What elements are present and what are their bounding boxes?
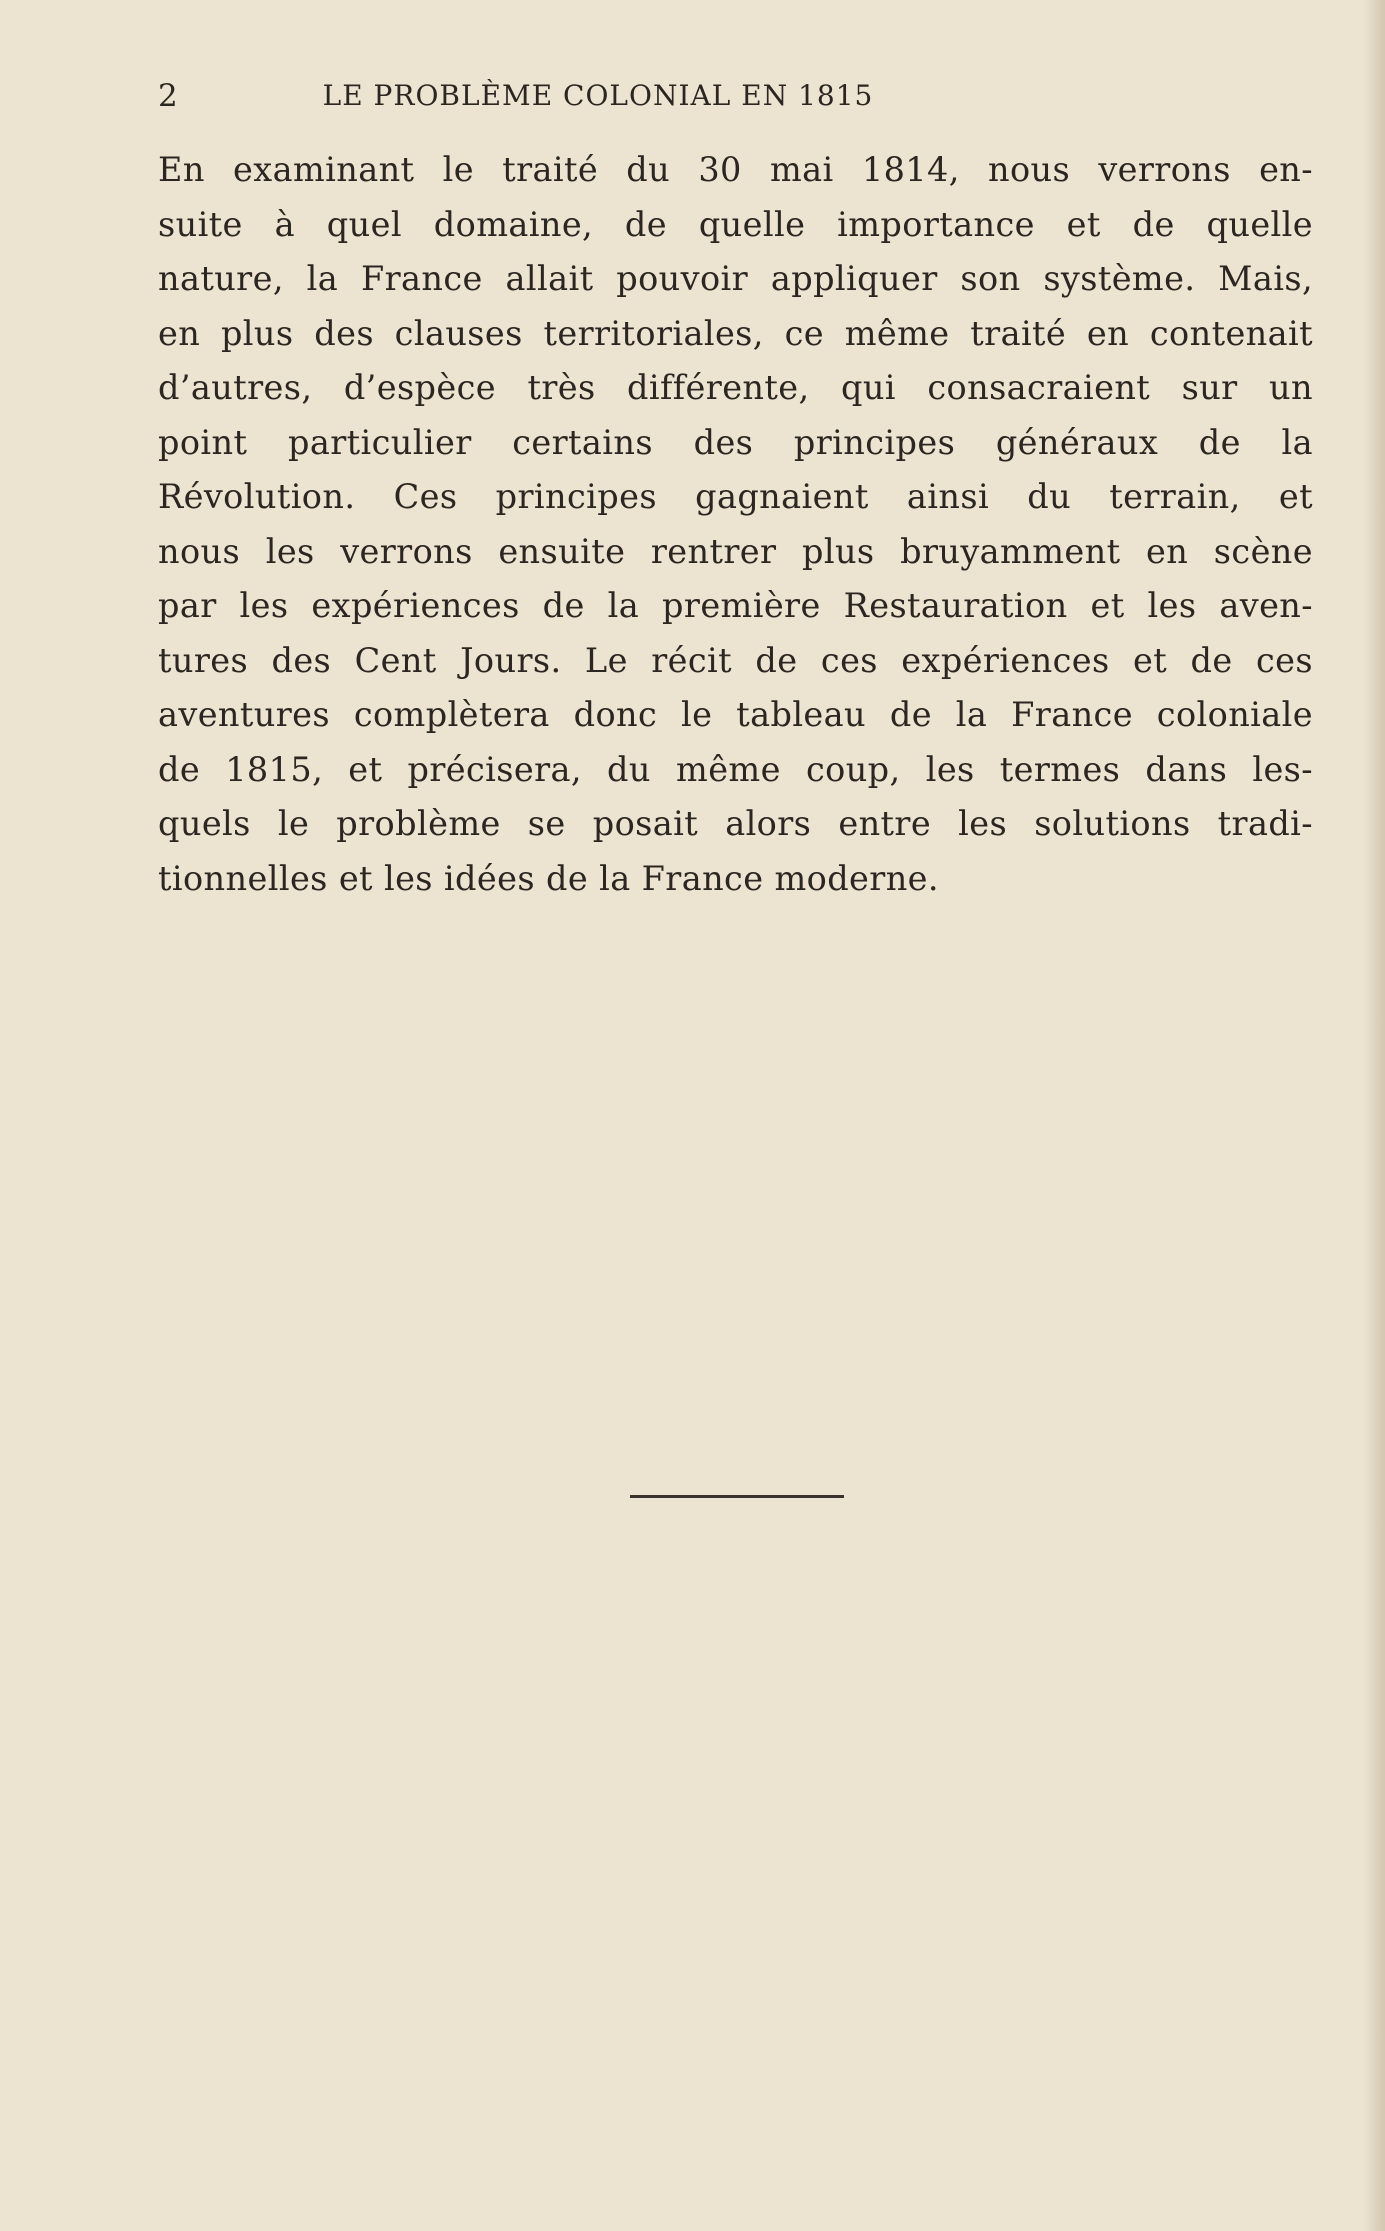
paragraph-line: point particulier certains des principes généraux de la [158, 422, 1313, 462]
page-edge-shadow [1363, 0, 1385, 2231]
paragraph-line: aventures complètera donc le tableau de la France coloniale [158, 695, 1313, 734]
section-end-rule [630, 1495, 844, 1498]
paragraph-line: nous les verrons ensuite rentrer plus bruyamment en scène [158, 531, 1313, 571]
paragraph-line: En examinant le traité du 30 mai 1814, nous verrons en- [158, 150, 1313, 189]
page-number: 2 [158, 78, 178, 114]
paragraph-line: de 1815, et précisera, du même coup, les termes dans les- [158, 749, 1313, 789]
paragraph-line: suite à quel domaine, de quelle importance et de quelle [158, 204, 1313, 244]
paragraph-line: en plus des clauses territoriales, ce même traité en contenait [158, 313, 1313, 353]
paragraph-line: par les expériences de la première Restauration et les aven- [158, 586, 1313, 625]
running-head-title: LE PROBLÈME COLONIAL EN 1815 [322, 79, 874, 112]
paragraph-line: d’autres, d’espèce très différente, qui consacraient sur un [158, 368, 1313, 407]
paragraph-line: tionnelles et les idées de la France moderne. [158, 858, 939, 898]
running-head [158, 76, 1038, 116]
paragraph-line: tures des Cent Jours. Le récit de ces expériences et de ces [158, 640, 1313, 680]
paragraph-line: Révolution. Ces principes gagnaient ainsi du terrain, et [158, 477, 1313, 516]
paragraph-line: nature, la France allait pouvoir appliquer son système. Mais, [158, 259, 1313, 298]
body-paragraph [158, 143, 1313, 906]
paragraph-line: quels le problème se posait alors entre les solutions tradi- [158, 804, 1313, 843]
